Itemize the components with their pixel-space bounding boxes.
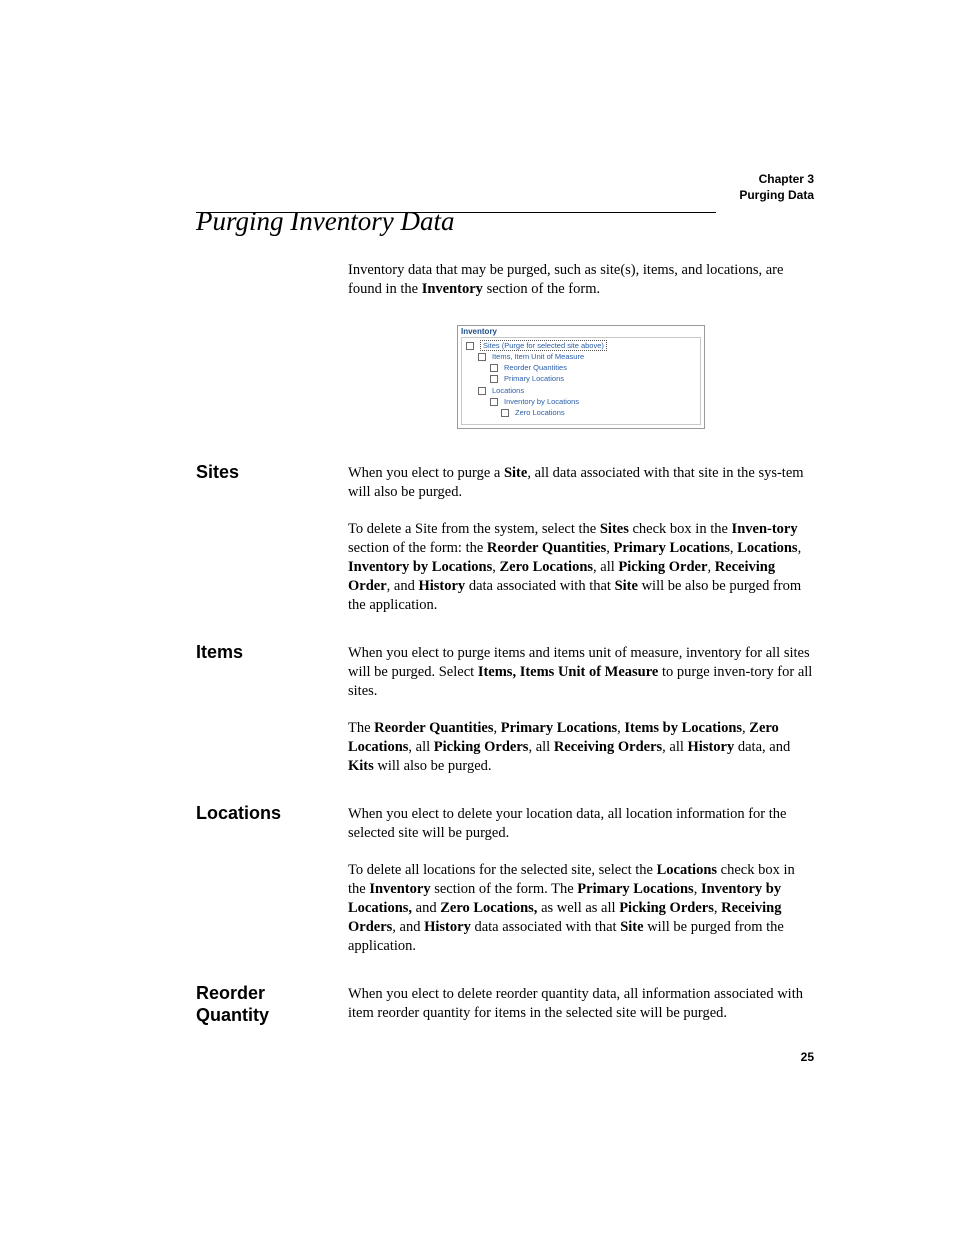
text-run: Inventory data that may be purged, such as site(s), items, and locations, are found in the [348, 262, 784, 297]
text-run: section of the form: the [348, 540, 487, 557]
bold-term: Receiving Orders [348, 899, 782, 935]
items-paragraph-1 [348, 644, 816, 700]
checkbox-inventory-by-locations[interactable] [490, 396, 579, 407]
page-title: Purging Inventory Data [196, 206, 455, 236]
bold-term: Inven-tory [731, 521, 798, 538]
text-run: When you elect to delete reorder quantity data, all information associated with item reorder quantity for items in the selected site will be purged. [348, 986, 803, 1021]
checkbox-primary-locations[interactable] [490, 373, 564, 384]
intro-text [348, 261, 816, 299]
bold-term: Reorder Quantities [486, 540, 607, 557]
bold-term: Primary Locations [613, 540, 730, 557]
bold-term: History [424, 918, 471, 935]
bold-term: Reorder Quantities [374, 720, 494, 737]
checkbox-box[interactable] [466, 342, 474, 350]
chapter-section: Purging Data [739, 188, 814, 202]
text-run: check box in the [348, 862, 795, 898]
checkbox-label: Locations [492, 386, 525, 395]
bold-term: Picking Order [618, 558, 708, 575]
text-run: , [492, 558, 500, 575]
text-run: as well as all [537, 899, 620, 916]
text-run: and [412, 899, 441, 916]
bold-term: Site [620, 918, 644, 935]
bold-term: Items, Items Unit of Measure [477, 663, 659, 680]
items-body [348, 644, 816, 776]
bold-term: Picking Orders [619, 899, 714, 916]
checkbox-box[interactable] [490, 364, 498, 372]
bold-term: Inventory by Locations [348, 558, 493, 575]
checkbox-label: Reorder Quantities [504, 363, 567, 372]
sites-paragraph-2 [348, 520, 816, 614]
text-run: , all [408, 738, 434, 755]
checkbox-box[interactable] [501, 409, 509, 417]
text-run: To delete all locations for the selected site, select the [348, 862, 657, 879]
checkbox-box[interactable] [490, 375, 498, 383]
text-run: , all data associated with that site in the sys-tem will also be purged. [348, 465, 804, 500]
text-run: , [742, 720, 750, 737]
bold-term: Receiving Order [348, 558, 776, 594]
page-number: 25 [800, 1050, 814, 1064]
bold-term: Items by Locations [624, 720, 743, 737]
checkbox-box[interactable] [478, 387, 486, 395]
bold-term: Zero Locations [499, 558, 594, 575]
bold-term: History [418, 577, 466, 594]
bold-term: Inventory [369, 881, 431, 898]
text-run: , [493, 720, 501, 737]
reorder-quantity-heading: Reorder Quantity [196, 983, 270, 1025]
text-run: , all [528, 738, 554, 755]
bold-term: Sites [599, 521, 629, 538]
text-run: , all [662, 738, 688, 755]
checkbox-label: Sites (Purge for selected site above) [480, 340, 607, 351]
running-header [739, 171, 814, 203]
sites-heading: Sites [196, 462, 240, 482]
checkbox-box[interactable] [478, 353, 486, 361]
text-run: , [693, 881, 701, 898]
text-run: , and [392, 918, 425, 935]
text-run: When you elect to purge a [348, 465, 504, 481]
bold-term: Locations [656, 862, 718, 879]
text-run: will be purged from the application. [348, 918, 784, 954]
bold-term: Zero Locations [348, 720, 779, 755]
bold-term: Kits [348, 757, 374, 774]
locations-heading: Locations [196, 803, 282, 823]
checkbox-label: Inventory by Locations [504, 397, 580, 406]
bold-term: History [687, 738, 735, 755]
text-run: , all [593, 558, 619, 575]
checkbox-label: Primary Locations [504, 374, 565, 383]
locations-body [348, 805, 816, 955]
bold-term: Site [503, 465, 528, 481]
text-run: , [797, 540, 802, 557]
reorder-quantity-body [348, 985, 816, 1023]
checkbox-box[interactable] [490, 398, 498, 406]
text-run: When you elect to delete your location data, all location information for the selected site will be purged. [348, 806, 787, 841]
text-run: To delete a Site from the system, select the [348, 521, 600, 538]
sites-body [348, 464, 816, 614]
inventory-group-title: Inventory [461, 327, 498, 336]
bold-term: Inventory by Locations, [348, 881, 782, 916]
locations-paragraph-1 [348, 805, 816, 843]
checkbox-label: Zero Locations [515, 408, 565, 417]
checkbox-items-uom[interactable] [478, 351, 584, 362]
text-run: data, and [734, 738, 791, 755]
inventory-checkbox-group [461, 337, 701, 425]
text-run: The [348, 720, 375, 737]
text-run: , [606, 540, 614, 557]
text-run: check box in the [628, 521, 732, 538]
bold-term: Receiving Orders [553, 738, 663, 755]
text-run: data associated with that [465, 577, 615, 594]
text-run: , and [386, 577, 419, 594]
text-run: , [713, 899, 722, 916]
text-run: data associated with that [470, 918, 621, 935]
text-run: , [617, 720, 625, 737]
items-heading: Items [196, 642, 244, 662]
text-run: , [707, 558, 715, 575]
reorder-quantity-paragraph-1 [348, 985, 816, 1023]
checkbox-locations[interactable] [478, 385, 524, 396]
items-paragraph-2 [348, 719, 816, 775]
checkbox-zero-locations[interactable] [501, 407, 565, 418]
inventory-form-screenshot [457, 325, 705, 429]
bold-term: Locations [737, 540, 798, 557]
text-run: to purge inven-tory for all sites. [348, 663, 813, 699]
checkbox-sites[interactable] [466, 340, 607, 351]
intro-paragraph [348, 261, 816, 299]
bold-term: Primary Locations [500, 720, 618, 737]
text-run: section of the form. The [430, 881, 578, 898]
bold-term: Site [614, 577, 638, 594]
checkbox-label: Items, Item Unit of Measure [492, 352, 585, 361]
text-run: section of the form. [482, 280, 601, 297]
text-run: will also be purged. [373, 757, 492, 774]
bold-term: Primary Locations [577, 881, 694, 898]
sites-paragraph-1 [348, 464, 816, 502]
chapter-label: Chapter 3 [758, 172, 814, 186]
bold-term: Inventory [421, 280, 483, 297]
locations-paragraph-2 [348, 861, 816, 955]
checkbox-reorder-quantities[interactable] [490, 362, 567, 373]
text-run: When you elect to purge items and items unit of measure, inventory for all sites will be purged. Select [348, 645, 810, 680]
text-run: will be also be purged from the application. [348, 577, 802, 613]
bold-term: Zero Locations, [440, 899, 538, 916]
text-run: , [729, 540, 738, 557]
bold-term: Picking Orders [433, 738, 529, 755]
